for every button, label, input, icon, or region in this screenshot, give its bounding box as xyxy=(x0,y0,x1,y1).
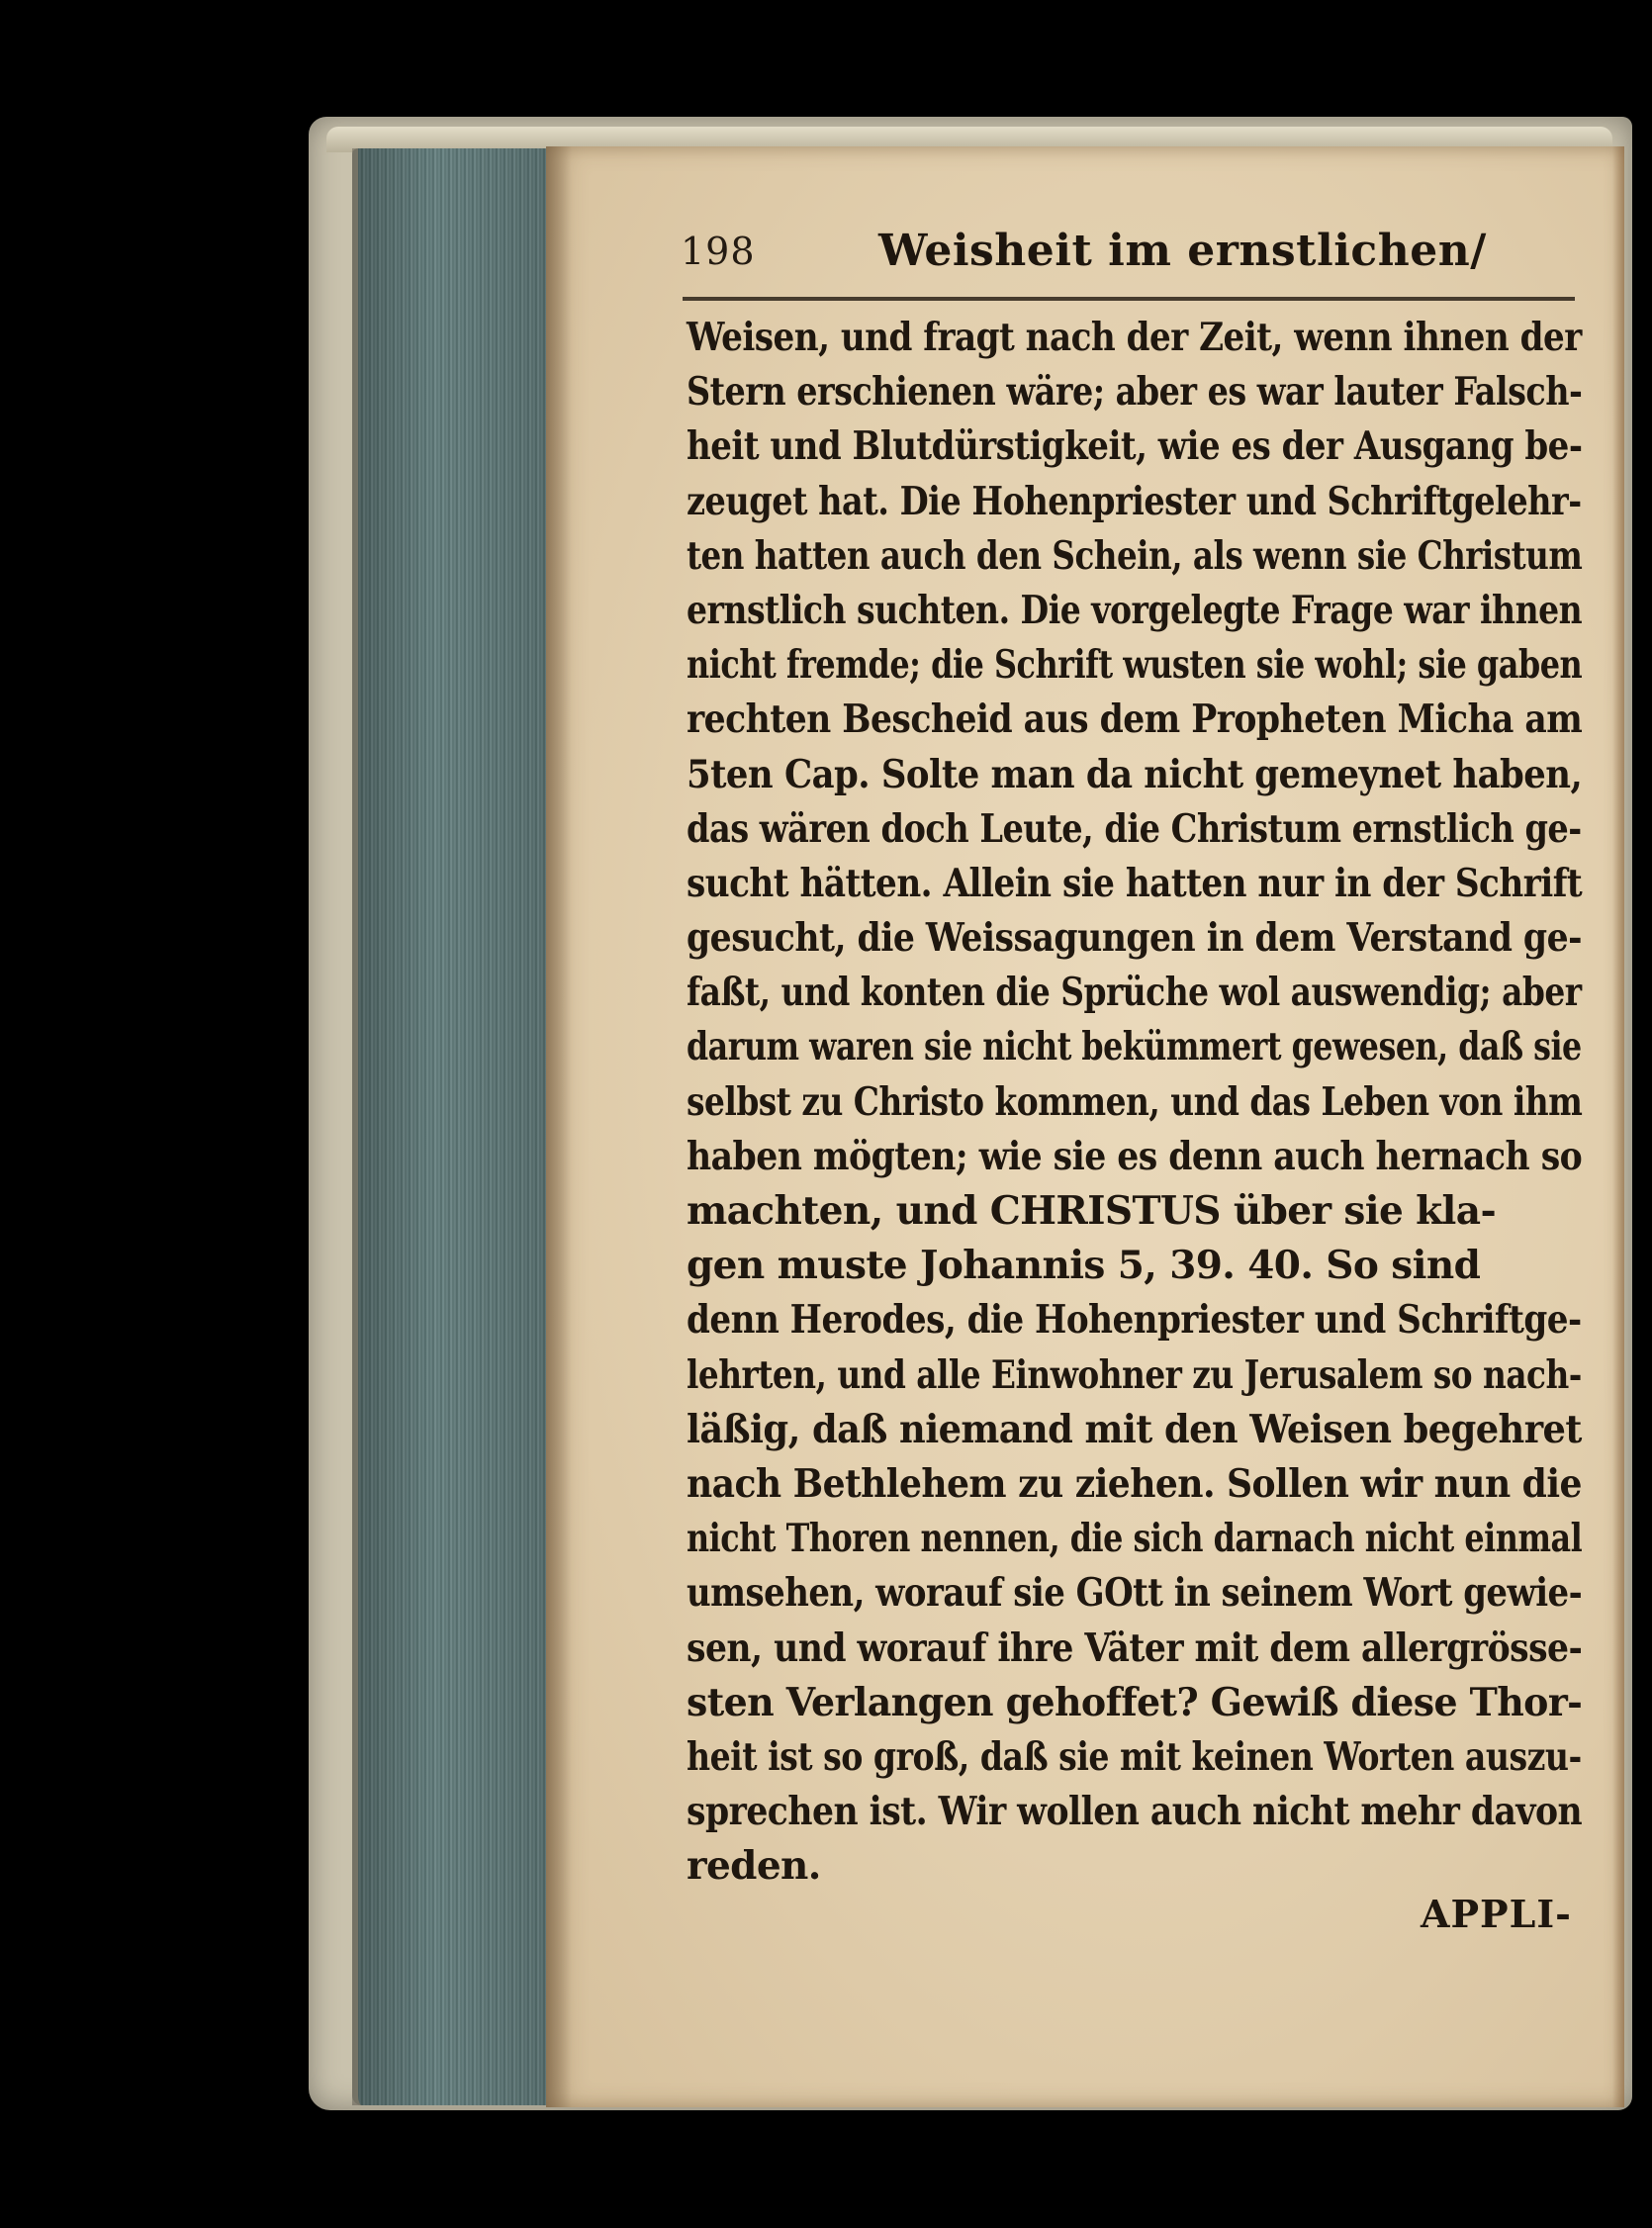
page-number: 198 xyxy=(681,230,756,273)
text-line: nicht fremde; die Schrift wusten sie wohl; sie gaben xyxy=(687,642,1583,689)
text-line: heit und Blutdürstigkeit, wie es der Ausgang be- xyxy=(687,423,1583,470)
text-line: Stern erschienen wäre; aber es war lauter Falsch- xyxy=(687,369,1583,416)
text-line: selbst zu Christo kommen, und das Leben von ihm xyxy=(687,1078,1583,1125)
text-line: denn Herodes, die Hohenpriester und Schriftge- xyxy=(687,1297,1582,1344)
page-header xyxy=(681,226,1571,295)
text-line: ernstlich suchten. Die vorgelegte Frage war ihnen xyxy=(687,587,1583,633)
text-line: gen muste Johannis 5, 39. 40. So sind xyxy=(687,1243,1481,1289)
text-line: rechten Bescheid aus dem Propheten Micha am xyxy=(687,696,1583,743)
text-line: das wären doch Leute, die Christum ernstlich ge- xyxy=(687,805,1582,852)
text-line: haben mögten; wie sie es denn auch hernach so xyxy=(687,1133,1583,1179)
text-line: reden. xyxy=(687,1843,821,1890)
text-line: lehrten, und alle Einwohner zu Jerusalem so nach- xyxy=(687,1351,1582,1398)
text-line: sprechen ist. Wir wollen auch nicht mehr davon xyxy=(687,1789,1583,1835)
text-line: gesucht, die Weissagungen in dem Verstand ge- xyxy=(687,915,1582,962)
text-line: machten, und CHRISTUS über sie kla- xyxy=(687,1188,1497,1234)
body-text xyxy=(687,311,1582,1894)
text-line: faßt, und konten die Sprüche wol auswendig; aber xyxy=(687,970,1582,1016)
text-line: zeuget hat. Die Hohenpriester und Schriftgelehr- xyxy=(687,478,1582,524)
text-line: umsehen, worauf sie GOtt in seinem Wort gewie- xyxy=(687,1570,1583,1617)
text-line: Weisen, und fragt nach der Zeit, wenn ihnen der xyxy=(687,315,1582,360)
text-line: heit ist so groß, daß sie mit keinen Worten auszu- xyxy=(687,1733,1582,1780)
text-line: läßig, daß niemand mit den Weisen begehret xyxy=(687,1406,1582,1452)
page-gutter-shadow xyxy=(546,146,572,2107)
page-block-edges xyxy=(352,148,562,2105)
text-line: nicht Thoren nennen, die sich darnach nicht einmal xyxy=(687,1516,1583,1562)
text-line: sten Verlangen gehoffet? Gewiß diese Thor- xyxy=(687,1679,1583,1725)
catchword: APPLI- xyxy=(1421,1892,1572,1936)
text-line: nach Bethlehem zu ziehen. Sollen wir nun die xyxy=(687,1460,1582,1507)
header-rule xyxy=(683,297,1575,301)
running-title: Weisheit im ernstlichen/ xyxy=(878,226,1487,276)
text-line: ten hatten auch den Schein, als wenn sie Christum xyxy=(687,532,1583,579)
text-line: darum waren sie nicht bekümmert gewesen, daß sie xyxy=(687,1024,1582,1070)
text-line: sen, und worauf ihre Väter mit dem allergrösse- xyxy=(687,1625,1583,1671)
text-line: 5ten Cap. Solte man da nicht gemeynet haben, xyxy=(687,751,1583,797)
text-line: sucht hätten. Allein sie hatten nur in der Schrift xyxy=(687,860,1583,906)
page-right-edge xyxy=(1612,146,1624,2107)
